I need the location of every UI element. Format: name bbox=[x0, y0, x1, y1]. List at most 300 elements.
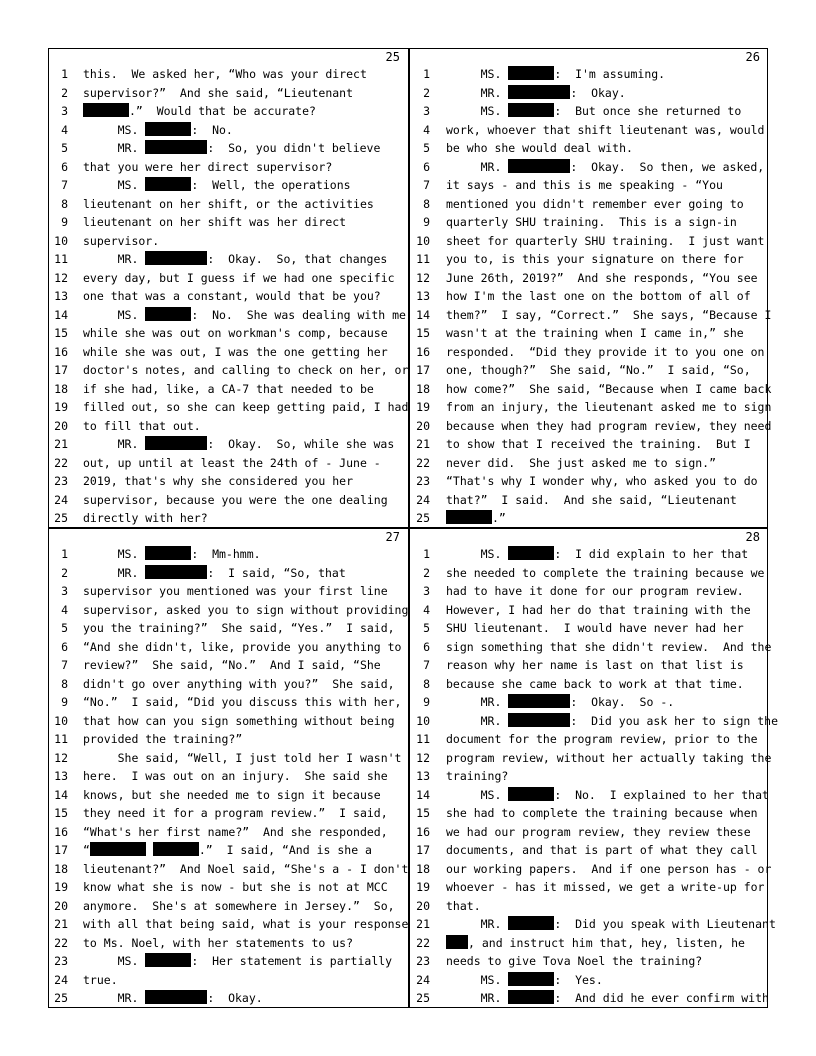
line-number: 7 bbox=[61, 178, 68, 192]
transcript-line bbox=[48, 934, 408, 953]
line-text: didn't go over anything with you?” She said, bbox=[83, 676, 395, 691]
transcript-line bbox=[48, 287, 408, 306]
line-number: 19 bbox=[54, 400, 68, 414]
transcript-line bbox=[408, 804, 768, 823]
transcript-line bbox=[48, 491, 408, 510]
line-number: 9 bbox=[423, 695, 430, 709]
line-number: 10 bbox=[54, 713, 68, 728]
line-text: MS. : I'm assuming. bbox=[446, 67, 666, 81]
line-text: mentioned you didn't remember ever going to bbox=[446, 196, 744, 211]
line-text: she needed to complete the training because we bbox=[446, 565, 765, 580]
transcript-line bbox=[48, 380, 408, 399]
line-text: because when they had program review, they need bbox=[446, 418, 772, 433]
page-lines bbox=[408, 65, 772, 528]
transcript-line bbox=[48, 509, 408, 528]
line-number: 1 bbox=[423, 547, 430, 561]
line-text: it says - and this is me speaking - “You bbox=[446, 178, 723, 192]
line-number: 14 bbox=[54, 307, 68, 322]
line-number: 21 bbox=[416, 437, 430, 451]
line-number: 13 bbox=[416, 769, 430, 783]
line-number: 12 bbox=[416, 750, 430, 765]
redaction-box bbox=[145, 251, 207, 265]
line-text: that?” I said. And she said, “Lieutenant bbox=[446, 492, 737, 507]
transcript-line bbox=[408, 65, 768, 84]
line-number: 9 bbox=[423, 215, 430, 229]
redaction-box bbox=[508, 713, 570, 727]
line-number: 12 bbox=[54, 270, 68, 285]
line-number: 7 bbox=[423, 178, 430, 192]
line-text: June 26th, 2019?” And she responds, “You see bbox=[446, 270, 758, 285]
line-number: 10 bbox=[416, 713, 430, 728]
line-number: 14 bbox=[54, 787, 68, 802]
line-text: to Ms. Noel, with her statements to us? bbox=[83, 935, 354, 950]
line-text: reason why her name is last on that list is bbox=[446, 658, 744, 672]
transcript-line bbox=[408, 767, 768, 786]
transcript-line bbox=[408, 934, 768, 953]
transcript-line bbox=[48, 601, 408, 620]
line-number: 10 bbox=[416, 233, 430, 248]
transcript-line bbox=[408, 158, 768, 177]
redaction-box bbox=[90, 842, 146, 856]
line-number: 15 bbox=[416, 806, 430, 820]
line-text: had to have it done for our program review. bbox=[446, 584, 744, 598]
transcript-line bbox=[48, 472, 408, 491]
transcript-line bbox=[408, 454, 768, 473]
transcript-line bbox=[48, 121, 408, 140]
line-number: 8 bbox=[61, 196, 68, 211]
line-text: supervisor you mentioned was your first line bbox=[83, 584, 388, 598]
line-number: 13 bbox=[54, 289, 68, 303]
line-text: “No.” I said, “Did you discuss this with her, bbox=[83, 695, 402, 709]
transcript-page-27 bbox=[48, 528, 408, 1008]
line-text: MS. : Well, the operations bbox=[83, 178, 351, 192]
transcript-line bbox=[408, 139, 768, 158]
line-number: 23 bbox=[416, 474, 430, 488]
transcript-line bbox=[408, 619, 768, 638]
line-number: 25 bbox=[54, 511, 68, 525]
redaction-box bbox=[145, 546, 191, 560]
line-text: supervisor?” And she said, “Lieutenant bbox=[83, 85, 354, 100]
transcript-line bbox=[408, 878, 768, 897]
transcript-line bbox=[48, 897, 408, 916]
redaction-box bbox=[508, 990, 554, 1004]
line-text: wasn't at the training when I came in,” she bbox=[446, 326, 744, 340]
line-text: She said, “Well, I just told her I wasn't bbox=[83, 750, 402, 765]
transcript-line bbox=[48, 712, 408, 731]
line-number: 18 bbox=[54, 861, 68, 876]
transcript-line bbox=[48, 952, 408, 971]
line-text: supervisor, because you were the one dealing bbox=[83, 492, 388, 507]
line-number: 9 bbox=[61, 695, 68, 709]
line-text: to fill that out. bbox=[83, 418, 201, 433]
line-text: MR. : And did he ever confirm with bbox=[446, 991, 769, 1005]
line-number: 25 bbox=[416, 991, 430, 1005]
line-text: whoever - has it missed, we get a write-up for bbox=[446, 880, 765, 894]
transcript-line bbox=[48, 841, 408, 860]
transcript-page-28 bbox=[408, 528, 779, 1008]
line-number: 23 bbox=[54, 474, 68, 488]
line-number: 6 bbox=[423, 159, 430, 174]
transcript-line bbox=[48, 84, 408, 103]
redaction-box bbox=[153, 842, 199, 856]
line-text: documents, and that is part of what they call bbox=[446, 843, 758, 857]
line-text: while she was out on workman's comp, because bbox=[83, 326, 388, 340]
transcript-line bbox=[48, 361, 408, 380]
line-text: supervisor, asked you to sign without providing bbox=[83, 602, 409, 617]
line-text: with all that being said, what is your response bbox=[83, 917, 409, 931]
line-number: 11 bbox=[54, 252, 68, 266]
line-number: 14 bbox=[416, 307, 430, 322]
transcript-line bbox=[408, 176, 768, 195]
transcript-line bbox=[408, 324, 768, 343]
line-number: 6 bbox=[423, 639, 430, 654]
line-text: how I'm the last one on the bottom of all of bbox=[446, 289, 751, 303]
transcript-line bbox=[408, 601, 768, 620]
line-text: MR. : I said, “So, that bbox=[83, 565, 346, 580]
line-number: 20 bbox=[54, 898, 68, 913]
line-number: 11 bbox=[416, 252, 430, 266]
line-text: .” bbox=[446, 509, 506, 528]
transcript-line bbox=[48, 454, 408, 473]
line-number: 16 bbox=[54, 824, 68, 839]
line-number: 8 bbox=[423, 196, 430, 211]
redaction-box bbox=[145, 307, 191, 321]
line-text: never did. She just asked me to sign.” bbox=[446, 455, 717, 470]
line-text: MR. : Did you speak with Lieutenant bbox=[446, 917, 776, 931]
transcript-line bbox=[408, 693, 768, 712]
line-number: 1 bbox=[423, 67, 430, 81]
transcript-line bbox=[408, 213, 768, 232]
line-number: 20 bbox=[416, 418, 430, 433]
transcript-line bbox=[408, 730, 768, 749]
line-number: 5 bbox=[61, 621, 68, 635]
line-number: 4 bbox=[423, 122, 430, 137]
transcript-line bbox=[48, 545, 408, 564]
line-number: 23 bbox=[54, 954, 68, 968]
redaction-box bbox=[145, 953, 191, 967]
line-number: 1 bbox=[61, 547, 68, 561]
page-lines bbox=[48, 65, 408, 528]
redaction-box bbox=[508, 694, 570, 708]
transcript-line bbox=[408, 417, 772, 436]
line-text: MR. : Did you ask her to sign the bbox=[446, 713, 779, 728]
line-number: 4 bbox=[61, 602, 68, 617]
transcript-line bbox=[408, 712, 779, 731]
line-text: MS. : No. She was dealing with me bbox=[83, 307, 406, 322]
line-number: 12 bbox=[54, 750, 68, 765]
line-text: MR. : So, you didn't believe bbox=[83, 141, 381, 155]
line-text: MR. : Okay. bbox=[83, 991, 263, 1005]
line-text: training? bbox=[446, 769, 509, 783]
redaction-box bbox=[145, 565, 207, 579]
line-number: 18 bbox=[54, 381, 68, 396]
transcript-line bbox=[408, 860, 772, 879]
line-text: provided the training?” bbox=[83, 732, 243, 746]
transcript-line bbox=[48, 675, 408, 694]
line-text: lieutenant on her shift was her direct bbox=[83, 215, 347, 229]
page-number: 26 bbox=[745, 50, 760, 64]
line-number: 3 bbox=[423, 584, 430, 598]
transcript-line bbox=[408, 269, 768, 288]
line-text: MS. : I did explain to her that bbox=[446, 547, 749, 561]
line-number: 24 bbox=[54, 972, 68, 987]
line-text: one that was a constant, would that be you? bbox=[83, 289, 381, 303]
line-text: our working papers. And if one person has - or bbox=[446, 861, 772, 876]
line-number: 3 bbox=[61, 584, 68, 598]
transcript-line bbox=[408, 582, 768, 601]
line-text: MS. : But once she returned to bbox=[446, 104, 742, 118]
transcript-line bbox=[48, 915, 408, 934]
line-text: while she was out, I was the one getting her bbox=[83, 344, 388, 359]
transcript-line bbox=[408, 472, 768, 491]
line-text: “That's why I wonder why, who asked you to do bbox=[446, 474, 758, 488]
line-number: 10 bbox=[54, 233, 68, 248]
line-text: every day, but I guess if we had one specific bbox=[83, 270, 395, 285]
line-number: 11 bbox=[416, 732, 430, 746]
transcript-line bbox=[48, 324, 408, 343]
line-text: that how can you sign something without being bbox=[83, 713, 395, 728]
line-number: 13 bbox=[54, 769, 68, 783]
transcript-line bbox=[48, 749, 408, 768]
line-number: 24 bbox=[416, 492, 430, 507]
line-number: 3 bbox=[61, 104, 68, 118]
transcript-line bbox=[48, 213, 408, 232]
line-number: 14 bbox=[416, 787, 430, 802]
line-text: review?” She said, “No.” And I said, “She bbox=[83, 658, 381, 672]
transcript-line bbox=[48, 989, 408, 1008]
transcript-line bbox=[48, 971, 408, 990]
line-text: “ .” I said, “And is she a bbox=[83, 843, 372, 857]
line-number: 17 bbox=[416, 843, 430, 857]
line-number: 23 bbox=[416, 954, 430, 968]
redaction-box bbox=[446, 935, 468, 949]
transcript-line bbox=[48, 582, 408, 601]
transcript-line bbox=[48, 786, 408, 805]
transcript-line bbox=[48, 102, 408, 121]
transcript-line bbox=[48, 195, 408, 214]
line-number: 4 bbox=[61, 122, 68, 137]
line-text: MS. : No. I explained to her that bbox=[446, 787, 769, 802]
line-number: 20 bbox=[54, 418, 68, 433]
line-number: 17 bbox=[416, 363, 430, 377]
transcript-line bbox=[408, 897, 768, 916]
redaction-box bbox=[508, 916, 554, 930]
transcript-line bbox=[48, 638, 408, 657]
line-text: sheet for quarterly SHU training. I just want bbox=[446, 233, 765, 248]
line-text: lieutenant on her shift, or the activities bbox=[83, 196, 374, 211]
transcript-line bbox=[48, 564, 408, 583]
line-number: 1 bbox=[61, 67, 68, 81]
line-number: 16 bbox=[54, 344, 68, 359]
line-text: knows, but she needed me to sign it because bbox=[83, 787, 381, 802]
transcript-line bbox=[408, 121, 768, 140]
line-number: 2 bbox=[423, 85, 430, 100]
transcript-line bbox=[408, 675, 768, 694]
line-text: here. I was out on an injury. She said she bbox=[83, 769, 388, 783]
line-text: doctor's notes, and calling to check on her, or bbox=[83, 363, 409, 377]
transcript-line bbox=[408, 509, 768, 528]
line-number: 17 bbox=[54, 363, 68, 377]
line-number: 6 bbox=[61, 639, 68, 654]
redaction-box bbox=[145, 436, 207, 450]
transcript-line bbox=[408, 915, 776, 934]
transcript-line bbox=[408, 195, 768, 214]
page-number: 25 bbox=[385, 50, 400, 64]
line-number: 2 bbox=[423, 565, 430, 580]
line-text: supervisor. bbox=[83, 233, 160, 248]
transcript-line bbox=[48, 343, 408, 362]
line-number: 19 bbox=[416, 880, 430, 894]
line-number: 18 bbox=[416, 861, 430, 876]
line-number: 15 bbox=[54, 326, 68, 340]
page-number: 27 bbox=[385, 530, 400, 544]
line-number: 22 bbox=[416, 935, 430, 950]
transcript-line bbox=[408, 361, 768, 380]
line-text: directly with her? bbox=[83, 511, 208, 525]
transcript-line bbox=[408, 306, 772, 325]
line-text: that you were her direct supervisor? bbox=[83, 159, 333, 174]
transcript-line bbox=[48, 730, 408, 749]
line-number: 12 bbox=[416, 270, 430, 285]
page-number: 28 bbox=[745, 530, 760, 544]
line-text: , and instruct him that, hey, listen, he bbox=[446, 934, 745, 953]
line-text: we had our program review, they review these bbox=[446, 824, 751, 839]
line-text: this. We asked her, “Who was your direct bbox=[83, 67, 367, 81]
line-number: 25 bbox=[416, 511, 430, 525]
line-text: they need it for a program review.” I said, bbox=[83, 806, 388, 820]
redaction-box bbox=[145, 140, 207, 154]
line-text: to show that I received the training. But I bbox=[446, 437, 751, 451]
line-number: 25 bbox=[54, 991, 68, 1005]
line-number: 19 bbox=[54, 880, 68, 894]
line-text: anymore. She's at somewhere in Jersey.” So, bbox=[83, 898, 395, 913]
transcript-line bbox=[48, 269, 408, 288]
transcript-line bbox=[408, 823, 768, 842]
line-number: 19 bbox=[416, 400, 430, 414]
line-number: 21 bbox=[54, 437, 68, 451]
transcript-line bbox=[408, 250, 768, 269]
line-text: “What's her first name?” And she responded, bbox=[83, 824, 388, 839]
redaction-box bbox=[508, 546, 554, 560]
transcript-line bbox=[408, 638, 772, 657]
line-text: know what she is now - but she is not at MCC bbox=[83, 880, 388, 894]
line-text: .” Would that be accurate? bbox=[83, 102, 316, 121]
transcript-line bbox=[48, 398, 408, 417]
line-number: 15 bbox=[416, 326, 430, 340]
transcript-line bbox=[408, 491, 768, 510]
line-text: MR. : Okay. So, that changes bbox=[83, 252, 388, 266]
line-text: MS. : Mm-hmm. bbox=[83, 547, 261, 561]
line-number: 8 bbox=[61, 676, 68, 691]
transcript-line bbox=[48, 306, 408, 325]
line-number: 24 bbox=[416, 972, 430, 987]
line-number: 15 bbox=[54, 806, 68, 820]
line-text: MR. : Okay. So, while she was bbox=[83, 437, 395, 451]
transcript-line bbox=[48, 767, 408, 786]
line-text: quarterly SHU training. This is a sign-in bbox=[446, 215, 737, 229]
transcript-line bbox=[408, 84, 768, 103]
transcript-line bbox=[408, 343, 768, 362]
line-text: MR. : Okay. So then, we asked, bbox=[446, 159, 765, 174]
line-number: 21 bbox=[416, 917, 430, 931]
page-lines bbox=[48, 545, 408, 1008]
line-number: 5 bbox=[61, 141, 68, 155]
line-number: 22 bbox=[54, 935, 68, 950]
transcript-line bbox=[48, 435, 408, 454]
transcript-line bbox=[48, 860, 408, 879]
transcript-line bbox=[48, 139, 408, 158]
line-number: 2 bbox=[61, 565, 68, 580]
line-text: document for the program review, prior to the bbox=[446, 732, 758, 746]
line-number: 4 bbox=[423, 602, 430, 617]
line-text: filled out, so she can keep getting paid, I had bbox=[83, 400, 409, 414]
line-text: MS. : Her statement is partially bbox=[83, 954, 393, 968]
line-number: 16 bbox=[416, 824, 430, 839]
transcript-line bbox=[408, 749, 772, 768]
transcript-line bbox=[408, 656, 768, 675]
transcript-line bbox=[408, 841, 768, 860]
transcript-line bbox=[408, 989, 768, 1008]
line-number: 18 bbox=[416, 381, 430, 396]
line-number: 11 bbox=[54, 732, 68, 746]
line-number: 5 bbox=[423, 621, 430, 635]
transcript-line bbox=[48, 823, 408, 842]
line-number: 21 bbox=[54, 917, 68, 931]
line-text: work, whoever that shift lieutenant was, would bbox=[446, 122, 765, 137]
transcript-line bbox=[48, 417, 408, 436]
transcript-line bbox=[48, 878, 408, 897]
line-text: you the training?” She said, “Yes.” I said, bbox=[83, 621, 395, 635]
transcript-line bbox=[408, 971, 768, 990]
line-number: 17 bbox=[54, 843, 68, 857]
line-text: be who she would deal with. bbox=[446, 141, 633, 155]
line-number: 22 bbox=[416, 455, 430, 470]
line-text: one, though?” She said, “No.” I said, “So, bbox=[446, 363, 751, 377]
redaction-box bbox=[508, 972, 554, 986]
line-text: she had to complete the training because when bbox=[446, 806, 758, 820]
transcript-line bbox=[408, 102, 768, 121]
line-text: lieutenant?” And Noel said, “She's a - I don't bbox=[83, 861, 409, 876]
line-number: 8 bbox=[423, 676, 430, 691]
transcript-line bbox=[408, 564, 768, 583]
transcript-line bbox=[48, 158, 408, 177]
transcript-line bbox=[408, 435, 768, 454]
line-text: MR. : Okay. bbox=[446, 85, 626, 100]
transcript-line bbox=[48, 656, 408, 675]
transcript-line bbox=[408, 287, 768, 306]
transcript-line bbox=[48, 804, 408, 823]
line-text: program review, without her actually taking the bbox=[446, 750, 772, 765]
transcript-line bbox=[408, 786, 768, 805]
line-text: them?” I say, “Correct.” She says, “Because I bbox=[446, 307, 772, 322]
line-text: MS. : Yes. bbox=[446, 972, 603, 987]
transcript-line bbox=[48, 693, 408, 712]
transcript-line bbox=[48, 176, 408, 195]
line-text: sign something that she didn't review. And the bbox=[446, 639, 772, 654]
line-text: responded. “Did they provide it to you one on bbox=[446, 344, 765, 359]
line-text: “And she didn't, like, provide you anything to bbox=[83, 639, 402, 654]
line-text: how come?” She said, “Because when I came back bbox=[446, 381, 772, 396]
redaction-box bbox=[145, 177, 191, 191]
redaction-box bbox=[83, 103, 129, 117]
transcript-line bbox=[408, 545, 768, 564]
transcript-line bbox=[48, 232, 408, 251]
line-number: 24 bbox=[54, 492, 68, 507]
line-number: 7 bbox=[61, 658, 68, 672]
line-number: 9 bbox=[61, 215, 68, 229]
transcript-line bbox=[48, 65, 408, 84]
transcript-line bbox=[408, 952, 768, 971]
